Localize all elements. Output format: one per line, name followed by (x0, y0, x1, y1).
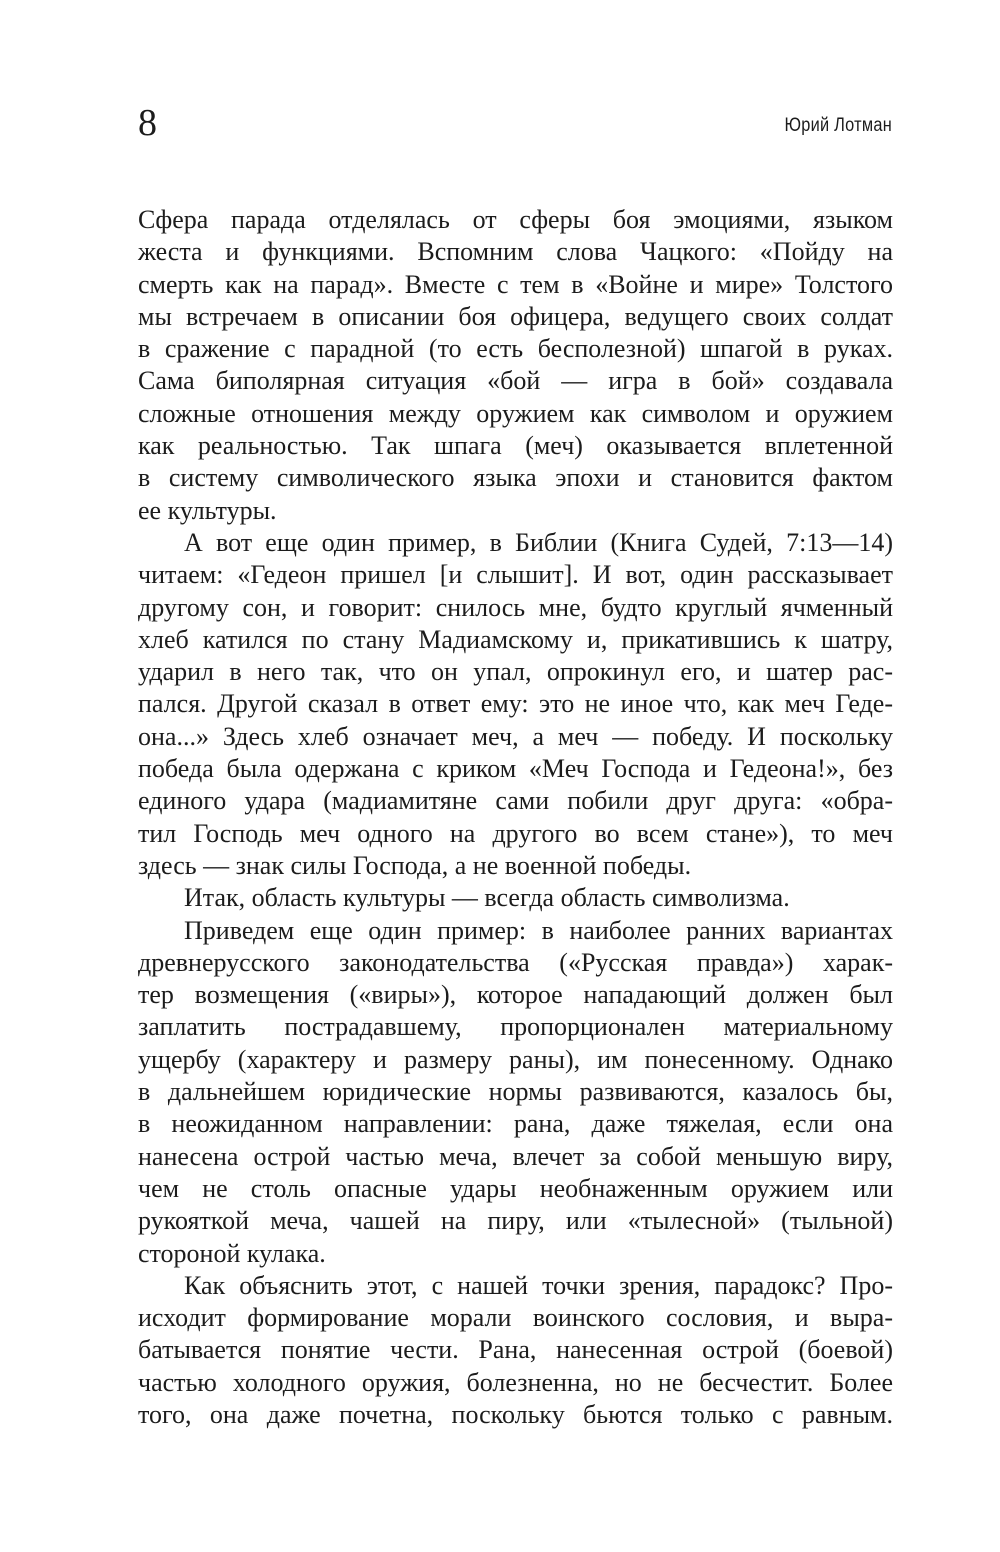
text-line: стороной кулака. (138, 1238, 326, 1268)
text-line: батывается понятие чести. Рана, нанесенная острой (боевой) (138, 1335, 893, 1365)
text-line: чем не столь опасные удары необнаженным оружием или (138, 1173, 893, 1203)
text-line: единого удара (мадиамитяне сами побили друг друга: «обра- (138, 786, 893, 816)
text-line: в систему символического языка эпохи и становится фактом (138, 463, 893, 493)
text-line: Итак, область культуры — всегда область символизма. (184, 883, 790, 913)
body-text (138, 204, 893, 1431)
text-line: в дальнейшем юридические нормы развиваются, казалось бы, (138, 1077, 893, 1107)
paragraph (138, 1270, 893, 1431)
text-line: сложные отношения между оружием как символом и оружием (138, 398, 893, 428)
text-line: А вот еще один пример, в Библии (Книга Судей, 7:13—14) (184, 527, 893, 557)
text-line: в неожиданном направлении: рана, даже тяжелая, если она (138, 1109, 893, 1139)
text-line: здесь — знак силы Господа, а не военной победы. (138, 850, 692, 880)
text-line: мы встречаем в описании боя офицера, ведущего своих солдат (138, 301, 893, 331)
text-line: Приведем еще один пример: в наиболее ранних вариантах (184, 915, 893, 945)
text-line: древнерусского законодательства («Русская правда») харак- (138, 947, 893, 977)
text-line: победа была одержана с криком «Меч Господа и Гедеона!», без (138, 754, 893, 784)
text-line: читаем: «Гедеон пришел [и слышит]. И вот, один рассказывает (138, 560, 893, 590)
text-line: хлеб катился по стану Мадиамскому и, прикатившись к шатру, (138, 624, 893, 654)
text-line: Сама биполярная ситуация «бой — игра в бой» создавала (138, 366, 893, 396)
paragraph (138, 882, 893, 914)
text-line: Сфера парада отделялась от сферы боя эмоциями, языком (138, 205, 893, 234)
text-line: исходит формирование морали воинского сословия, и выра- (138, 1303, 893, 1333)
running-head-author: Юрий Лотман (784, 115, 892, 136)
page-number: 8 (138, 102, 157, 144)
text-line: жеста и функциями. Вспомним слова Чацкого: «Пойду на (138, 237, 893, 267)
text-line: нанесена острой частью меча, влечет за собой меньшую виру, (138, 1141, 893, 1171)
paragraph (138, 527, 893, 882)
text-line: того, она даже почетна, поскольку бьются только с равным. (138, 1399, 893, 1429)
paragraph (138, 204, 893, 527)
text-line: она...» Здесь хлеб означает меч, а меч — победу. И поскольку (138, 721, 893, 751)
text-line: частью холодного оружия, болезненна, но не бесчестит. Более (138, 1367, 893, 1397)
text-line: тер возмещения («виры»), которое нападающий должен был (138, 980, 893, 1010)
text-line: в сражение с парадной (то есть бесполезной) шпагой в руках. (138, 334, 893, 364)
text-line: другому сон, и говорит: снилось мне, будто круглый ячменный (138, 592, 893, 622)
paragraph (138, 915, 893, 1270)
text-line: заплатить пострадавшему, пропорционален материальному (138, 1012, 893, 1042)
text-line: ударил в него так, что он упал, опрокинул его, и шатер рас- (138, 657, 893, 687)
text-line: рукояткой меча, чашей на пиру, или «тылесной» (тыльной) (138, 1206, 893, 1236)
text-line: тил Господь меч одного на другого во всем стане»), то меч (138, 818, 893, 848)
text-line: смерть как на парад». Вместе с тем в «Войне и мире» Толстого (138, 269, 893, 299)
text-line: Как объяснить этот, с нашей точки зрения, парадокс? Про- (184, 1270, 893, 1300)
text-line: ущербу (характеру и размеру раны), им понесенному. Однако (138, 1044, 893, 1074)
text-line: как реальностью. Так шпага (меч) оказывается вплетенной (138, 431, 893, 461)
text-line: пался. Другой сказал в ответ ему: это не иное что, как меч Геде- (138, 689, 893, 719)
text-line: ее культуры. (138, 495, 277, 525)
